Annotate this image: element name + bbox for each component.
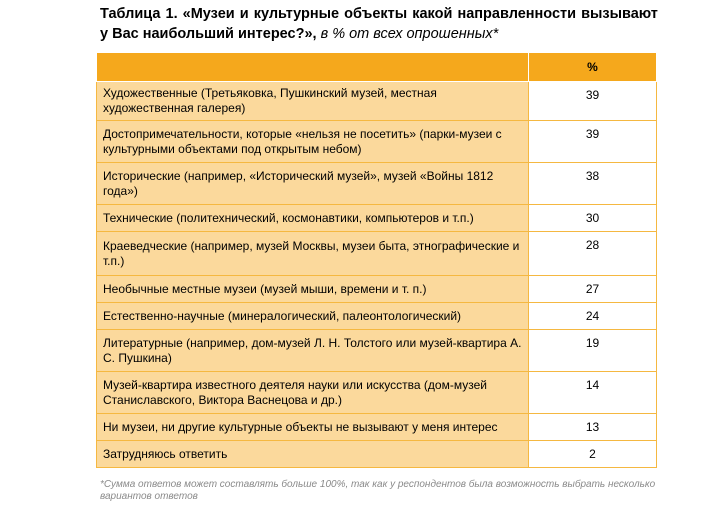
row-value: 38 [529, 163, 657, 205]
title-word: «Музеи [182, 6, 235, 22]
title-line-2-italic: в % от всех опрошенных* [316, 26, 499, 42]
header-label-cell [97, 53, 529, 82]
row-value: 13 [529, 414, 657, 441]
table-row [97, 372, 657, 414]
title-word: и [239, 6, 249, 22]
table-row [97, 163, 657, 205]
row-value: 28 [529, 232, 657, 276]
title-line-1 [100, 4, 658, 24]
title-word: направленности [457, 6, 577, 22]
title-word: культурные [253, 6, 340, 22]
title-line-2 [100, 24, 658, 44]
table-row [97, 82, 657, 121]
table-row [97, 303, 657, 330]
row-value: 14 [529, 372, 657, 414]
row-value: 2 [529, 441, 657, 468]
row-value: 39 [529, 82, 657, 121]
row-label: Ни музеи, ни другие культурные объекты не вызывают у меня интерес [97, 414, 529, 441]
table-header-row [97, 53, 657, 82]
row-value: 39 [529, 121, 657, 163]
row-label: Художественные (Третьяковка, Пушкинский музей, местная художественная галерея) [97, 82, 529, 121]
row-label: Краеведческие (например, музей Москвы, музеи быта, этнографические и т.п.) [97, 232, 529, 276]
row-value: 27 [529, 276, 657, 303]
row-label: Исторические (например, «Исторический музей», музей «Войны 1812 года») [97, 163, 529, 205]
title-word: вызывают [581, 6, 658, 22]
row-value: 24 [529, 303, 657, 330]
table-row [97, 414, 657, 441]
row-label: Затрудняюсь ответить [97, 441, 529, 468]
header-percent-cell: % [529, 53, 657, 82]
row-label: Необычные местные музеи (музей мыши, времени и т. п.) [97, 276, 529, 303]
table-title [100, 4, 658, 44]
table-row [97, 232, 657, 276]
table-row [97, 441, 657, 468]
title-word: 1. [165, 6, 178, 22]
title-word: объекты [344, 6, 408, 22]
table-row [97, 205, 657, 232]
row-label: Технические (политехнический, космонавтики, компьютеров и т.п.) [97, 205, 529, 232]
row-value: 19 [529, 330, 657, 372]
table-row [97, 121, 657, 163]
table-row [97, 330, 657, 372]
row-label: Естественно-научные (минералогический, палеонтологический) [97, 303, 529, 330]
footnote: *Сумма ответов может составлять больше 100%, так как у респондентов была возможность выбрать несколько вариантов ответов [100, 479, 656, 502]
title-word: какой [412, 6, 453, 22]
row-label: Достопримечательности, которые «нельзя не посетить» (парки-музеи с культурными объектами под открытым небом) [97, 121, 529, 163]
row-value: 30 [529, 205, 657, 232]
survey-table [96, 52, 657, 468]
row-label: Литературные (например, дом-музей Л. Н. Толстого или музей-квартира А. С. Пушкина) [97, 330, 529, 372]
title-word: Таблица [100, 6, 161, 22]
table-row [97, 276, 657, 303]
row-label: Музей-квартира известного деятеля науки или искусства (дом-музей Станиславского, Виктора Васнецова и др.) [97, 372, 529, 414]
title-line-2-bold: у Вас наибольший интерес?», [100, 26, 317, 42]
